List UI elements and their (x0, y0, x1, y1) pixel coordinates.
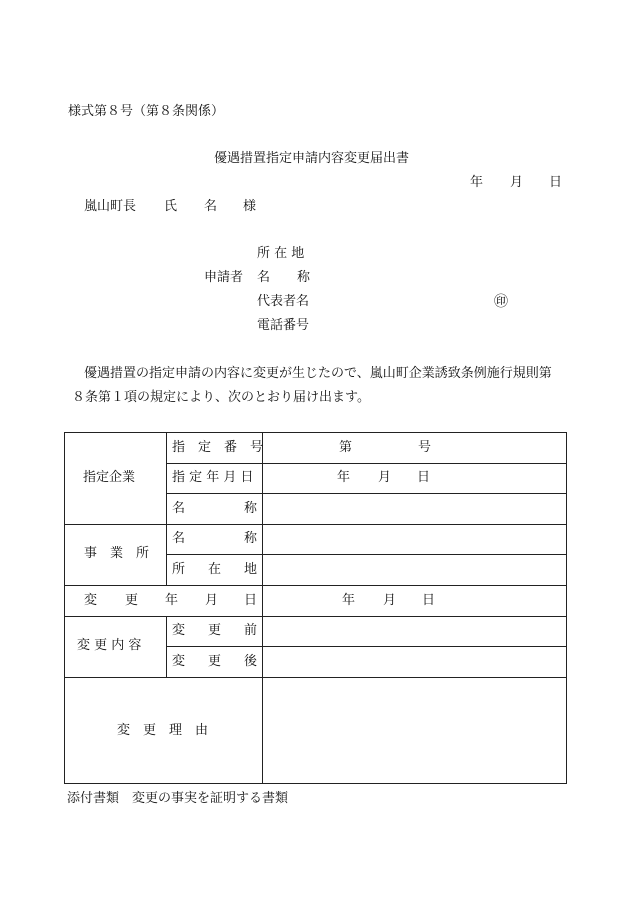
applicant-name-label-a: 名 (257, 270, 271, 285)
body-text-line-2: ８条第１項の規定により、次のとおり届け出ます。 (72, 390, 370, 405)
date-day-label: 日 (549, 175, 563, 190)
table-border-left (64, 432, 65, 784)
change-reason-label: 変 更 理 由 (117, 723, 209, 738)
applicant-phone-label: 電話番号 (257, 318, 310, 333)
office-name-label-b: 称 (244, 531, 258, 546)
change-after-label-a: 変 (172, 654, 186, 669)
table-line (166, 432, 167, 585)
office-name-label-a: 名 (172, 531, 186, 546)
change-date-label-1: 変 (84, 593, 98, 608)
table-line (166, 646, 567, 647)
date-month-label: 月 (510, 175, 524, 190)
designation-number-suffix: 号 (418, 440, 432, 455)
designation-number-prefix: 第 (339, 440, 353, 455)
change-date-year: 年 (342, 593, 356, 608)
designation-number-label: 指 定 番 号 (172, 440, 264, 455)
office-address-label-c: 地 (244, 562, 258, 577)
table-line (166, 554, 567, 555)
table-border-bottom (64, 783, 567, 784)
table-line (166, 463, 567, 464)
table-line (64, 677, 567, 678)
change-before-label-a: 変 (172, 623, 186, 638)
addressee-mayor: 嵐山町長 (84, 199, 137, 214)
office-label: 事 業 所 (84, 546, 150, 561)
designation-date-year: 年 (337, 470, 351, 485)
table-border-top (64, 432, 567, 433)
designation-date-label: 指 定 年 月 日 (172, 470, 254, 485)
seal-mark: ㊞ (494, 294, 508, 310)
applicant-name-label-b: 称 (297, 270, 311, 285)
change-date-label-3: 年 (165, 593, 179, 608)
table-line (262, 432, 263, 784)
office-address-label-b: 在 (208, 562, 222, 577)
applicant-address-label: 所 在 地 (257, 246, 305, 261)
table-line (64, 616, 567, 617)
company-name-label-b: 称 (244, 501, 258, 516)
designation-date-day: 日 (417, 470, 431, 485)
addressee-shi: 氏 (164, 199, 178, 214)
attachment-note: 添付書類 変更の事実を証明する書類 (67, 791, 289, 806)
date-year-label: 年 (470, 175, 484, 190)
table-line (166, 616, 167, 677)
change-before-label-b: 更 (208, 623, 222, 638)
company-name-label-a: 名 (172, 501, 186, 516)
body-text-line-1: 優遇措置の指定申請の内容に変更が生じたので、嵐山町企業誘致条例施行規則第 (84, 366, 552, 381)
table-border-right (566, 432, 567, 784)
addressee-mei: 名 (204, 199, 218, 214)
change-date-month: 月 (383, 593, 397, 608)
change-date-label-4: 月 (205, 593, 219, 608)
document-title: 優遇措置指定申請内容変更届出書 (214, 151, 410, 166)
table-line (64, 524, 567, 525)
change-after-label-b: 更 (208, 654, 222, 669)
change-date-day: 日 (422, 593, 436, 608)
change-date-label-5: 日 (244, 593, 258, 608)
designated-company-label: 指定企業 (83, 470, 136, 485)
designation-date-month: 月 (378, 470, 392, 485)
form-table (64, 432, 567, 784)
change-date-label-2: 更 (125, 593, 139, 608)
change-before-label-c: 前 (244, 623, 258, 638)
change-after-label-c: 後 (244, 654, 258, 669)
form-number: 様式第８号（第８条関係） (68, 104, 225, 119)
table-line (166, 493, 567, 494)
applicant-representative-label: 代表者名 (257, 294, 310, 309)
addressee-sama: 様 (243, 199, 257, 214)
office-address-label-a: 所 (172, 562, 186, 577)
applicant-label: 申請者 (204, 270, 244, 285)
change-content-label: 変 更 内 容 (77, 638, 142, 653)
table-line (64, 585, 567, 586)
